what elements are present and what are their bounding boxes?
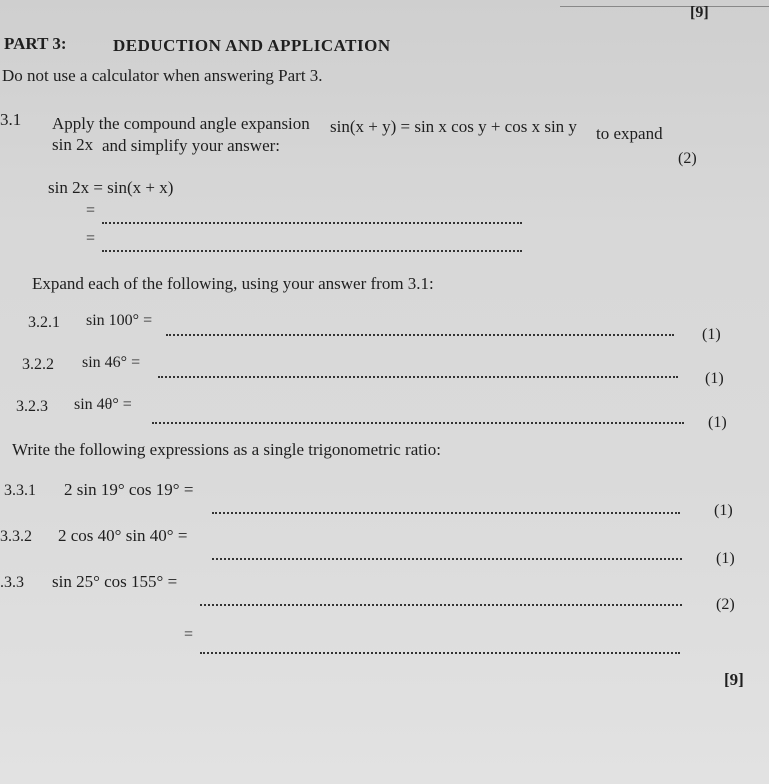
part-label: PART 3: [4,34,67,53]
part-title: DEDUCTION AND APPLICATION [113,36,391,55]
q323-expr: sin 4θ° = [74,396,132,413]
q332-expr: 2 cos 40° sin 40° = [58,526,188,545]
q33-intro: Write the following expressions as a single trigonometric ratio: [12,440,441,459]
q31-formula: sin(x + y) = sin x cos y + cos x sin y [330,117,577,136]
answer-line [102,222,522,224]
q333-marks: (2) [716,596,735,613]
answer-line [102,250,522,252]
instruction: Do not use a calculator when answering Part 3. [2,66,323,85]
q332-marks: (1) [716,550,735,567]
q31-eq1: = [86,202,96,219]
q31-marks: (2) [678,150,697,167]
answer-line [152,422,684,424]
q331-marks: (1) [714,502,733,519]
q331-expr: 2 sin 19° cos 19° = [64,480,194,499]
answer-line [212,558,682,560]
q31-text-a: Apply the compound angle expansion [52,114,310,133]
q323-marks: (1) [708,414,727,431]
q323-number: 3.2.3 [16,398,48,415]
q331-number: 3.3.1 [4,482,36,499]
q333-number: .3.3 [0,574,24,591]
q321-marks: (1) [702,326,721,343]
q322-marks: (1) [705,370,724,387]
q321-number: 3.2.1 [28,314,60,331]
top-rule [560,6,769,7]
q333-eq-extra: = [184,626,194,643]
q322-number: 3.2.2 [22,356,54,373]
q31-text-b: to expand [596,124,663,143]
answer-line [212,512,680,514]
q31-text-c: and simplify your answer: [102,136,280,155]
q31-text-c-math: sin 2x [52,135,94,154]
q321-expr: sin 100° = [86,312,153,329]
total-marks: [9] [724,670,744,689]
answer-line [158,376,678,378]
top-marks: [9] [690,4,709,21]
q32-intro: Expand each of the following, using your answer from 3.1: [32,274,434,293]
q333-expr: sin 25° cos 155° = [52,572,178,591]
q31-number: 3.1 [0,110,22,129]
q322-expr: sin 46° = [82,354,141,371]
q332-number: 3.3.2 [0,528,32,545]
answer-line [200,604,682,606]
answer-line [200,652,680,654]
q31-step0: sin 2x = sin(x + x) [48,178,174,197]
q31-eq2: = [86,230,96,247]
answer-line [166,334,674,336]
